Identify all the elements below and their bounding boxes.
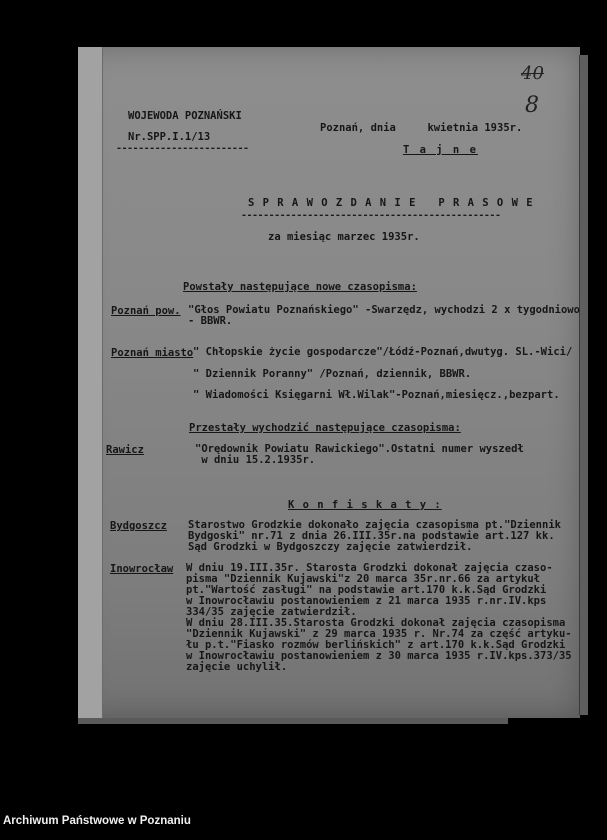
entry-line: pisma "Dziennik Kujawski"z 20 marca 35r.nr.66 za artykuł <box>186 573 541 585</box>
place-label: Inowrocław <box>110 563 174 575</box>
entry-line: "Głos Powiatu Poznańskiego" -Swarzędz, wychodzi 2 x tygodniowo <box>188 304 580 316</box>
binding-strip <box>78 47 103 718</box>
entry-line: w Inowrocławiu postanowieniem z 21 marca 1935 r.nr.IV.kps <box>186 595 547 607</box>
report-title: S P R A W O Z D A N I E P R A S O W E <box>248 197 534 209</box>
entry-line: W dniu 28.III.35.Starosta Grodzki dokonał zajęcia czasopisma <box>186 617 566 629</box>
page-edge <box>579 55 588 715</box>
entry-line: Bydgoski" nr.71 z dnia 26.III.35r.na podstawie art.127 kk. <box>188 530 555 542</box>
place-label: Poznań pow. <box>111 305 181 317</box>
entry-line: "Orędownik Powiatu Rawickiego".Ostatni numer wyszedł <box>195 443 524 455</box>
entry-line: " Chłopskie życie gospodarcze"/Łódź-Poznań,dwutyg. SL.-Wici/ <box>193 346 573 358</box>
entry-line: zajęcie uchylił. <box>186 661 288 673</box>
entry-line: W dniu 19.III.35r. Starosta Grodzki dokonał zajęcia czaso- <box>186 562 553 574</box>
authority: WOJEWODA POZNAŃSKI <box>128 110 242 122</box>
entry-line: w Inowrocławiu postanowieniem z 30 marca 1935 r.IV.kps.373/35 <box>186 650 572 662</box>
entry-line: 334/35 zajęcie zatwierdził. <box>186 606 357 618</box>
entry-line: Starostwo Grodzkie dokonało zajęcia czasopisma pt."Dziennik <box>188 519 561 531</box>
document-page <box>78 47 580 718</box>
classification: T a j n e <box>403 144 478 156</box>
place-label: Poznań miasto <box>111 347 194 359</box>
entry-line: pt."Wartość zasługi" na podstawie art.170 k.k.Sąd Grodzki <box>186 584 547 596</box>
entry-line: "Dziennik Kujawski" z 29 marca 1935 r. Nr.74 za część artyku- <box>186 628 572 640</box>
reference-number: Nr.SPP.I.1/13 <box>128 131 211 143</box>
folio-struck: 40 <box>521 63 544 84</box>
section-confiscations-heading: K o n f i s k a t y : <box>288 499 442 511</box>
entry-line: łu p.t."Fiasko rozmów berlińskich" z art.170 k.k.Sąd Grodzki <box>186 639 566 651</box>
page-edge-bottom <box>78 718 508 724</box>
section-new-heading: Powstały następujące nowe czasopisma: <box>183 281 417 293</box>
title-rule: ----------------------------------------------- <box>241 210 501 221</box>
entry-line: " Dziennik Poranny" /Poznań, dziennik, BBWR. <box>193 368 472 380</box>
entry-line: w dniu 15.2.1935r. <box>195 454 316 466</box>
place-label: Bydgoszcz <box>110 520 167 532</box>
reference-rule: ------------------------ <box>116 143 249 154</box>
section-ceased-heading: Przestały wychodzić następujące czasopisma: <box>189 422 461 434</box>
folio-number: 8 <box>525 93 539 118</box>
entry-line: " Wiadomości Księgarni Wł.Wilak"-Poznań,miesięcz.,bezpart. <box>193 389 560 401</box>
place-label: Rawicz <box>106 444 144 456</box>
entry-line: - BBWR. <box>188 315 233 327</box>
report-subtitle: za miesiąc marzec 1935r. <box>268 231 420 243</box>
entry-line: Sąd Grodzki w Bydgoszczy zajęcie zatwierdził. <box>188 541 473 553</box>
archive-watermark: Archiwum Państwowe w Poznaniu <box>3 815 191 827</box>
place-date: Poznań, dnia kwietnia 1935r. <box>320 122 523 134</box>
